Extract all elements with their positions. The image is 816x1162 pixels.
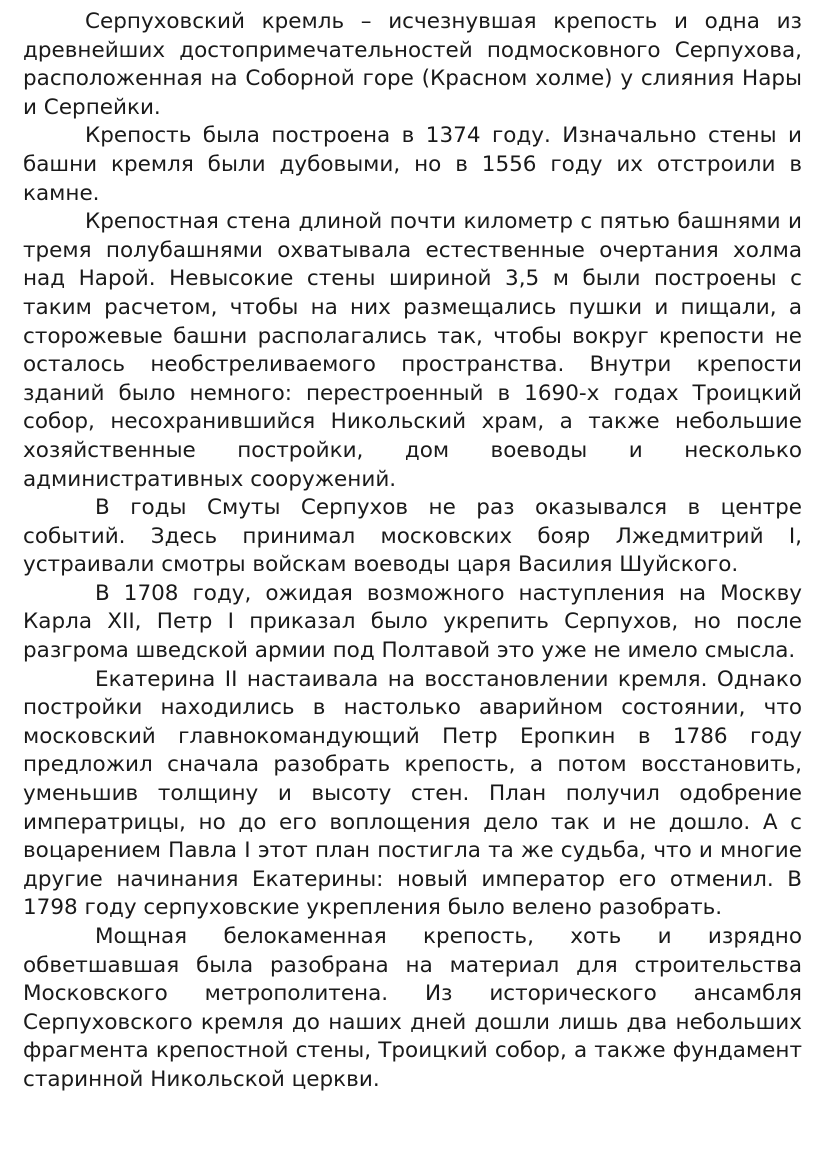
paragraph-demolition: Мощная белокаменная крепость, хоть и изрядно обветшавшая была разобрана на материал для строительства Московского метрополитена. Из исторического ансамбля Серпуховского кремля до наших дней дошли лишь два небольших фрагмента крепостной стены, Троицкий собор, а также фундамент старинной Никольской церкви. <box>23 924 802 1092</box>
paragraph-intro: Серпуховский кремль – исчезнувшая крепость и одна из древнейших достопримечательностей подмосковного Серпухова, расположенная на Соборной горе (Красном холме) у слияния Нары и Серпейки. <box>23 9 802 120</box>
paragraph-time-of-troubles: В годы Смуты Серпухов не раз оказывался в центре событий. Здесь принимал московских бояр Лжедмитрий I, устраивали смотры войскам воеводы царя Василия Шуйского. <box>23 495 802 578</box>
paragraph-catherine-ii: Екатерина II настаивала на восстановлении кремля. Однако постройки находились в настолько аварийном состоянии, что московский главнокомандующий Петр Еропкин в 1786 году предложил сначала разобрать крепость, а потом восстановить, уменьшив толщину и высоту стен. План получил одобрение императрицы, но до его воплощения дело так и не дошло. А с воцарением Павла I этот план постигла та же судьба, что и многие другие начинания Екатерины: новый император его отменил. В 1798 году серпуховские укрепления было велено разобрать. <box>23 666 802 921</box>
paragraph-peter-the-great: В 1708 году, ожидая возможного наступления на Москву Карла XII, Петр I приказал было укрепить Серпухов, но после разгрома шведской армии под Полтавой это уже не имело смысла. <box>23 580 802 664</box>
paragraph-fortress-wall: Крепостная стена длиной почти километр с пятью башнями и тремя полубашнями охватывала естественные очертания холма над Нарой. Невысокие стены шириной 3,5 м были построены с таким расчетом, чтобы на них размещались пушки и пищали, а сторожевые башни располагались так, чтобы вокруг крепости не осталось необстреливаемого пространства. Внутри крепости зданий было немного: перестроенный в 1690-х годах Троицкий собор, несохранившийся Никольский храм, а также небольшие хозяйственные постройки, дом воеводы и несколько административных сооружений. <box>23 209 802 492</box>
paragraph-construction: Крепость была построена в 1374 году. Изначально стены и башни кремля были дубовыми, но в 1556 году их отстроили в камне. <box>23 123 802 206</box>
